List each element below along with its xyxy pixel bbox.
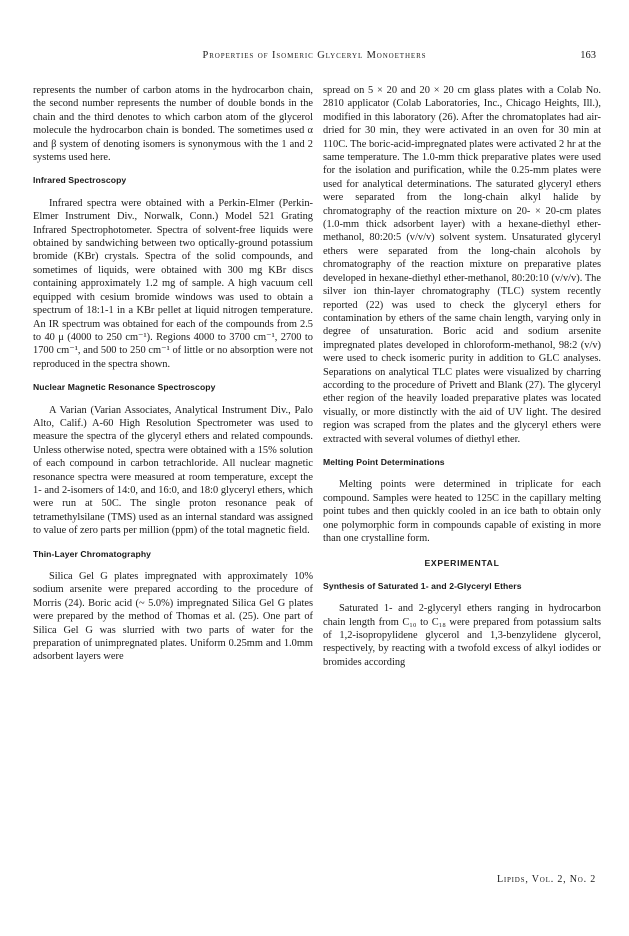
synthesis-paragraph: Saturated 1- and 2-glyceryl ethers ranging in hydrocarbon chain length from C₁₀ to C₁₈ were prepared from potassium salts of 1,2-isopropylidene glycerol and 1,3-benzylidene glycerol, respectively, by reacting with a twofold excess of alkyl iodides or bromides according (323, 603, 601, 668)
intro-paragraph: represents the number of carbon atoms in the hydrocarbon chain, the second number represents the number of double bonds in the chain and the third denotes to which carbon atom of the glycerol molecule the hydrocarbon chain is bonded. The sometimes used α and β system of denoting isomers is synonymous with the 1 and 2 systems used here. (33, 85, 313, 164)
left-column (33, 84, 313, 664)
infrared-paragraph: Infrared spectra were obtained with a Perkin-Elmer (Perkin-Elmer Instrument Div., Norwalk, Conn.) Model 521 Grating Infrared Spectrophotometer. Spectra of solvent-free liquids were obtained by sandwiching between two optically-ground potassium bromide (KBr) crystals. Spectra of the solid compounds, and sometimes of liquids, were obtained with 300 mg KBr discs containing approximately 1.2 mg of sample. A high vacuum cell equipped with cesium bromide windows was used to obtain a spectrum of 18:1-1 in a KBr pellet at liquid nitrogen temperature. An IR spectrum was obtained for each of the compounds from 2.5 to 40 μ (4000 to 250 cm⁻¹). Regions 4000 to 3700 cm⁻¹, 2700 to 1700 cm⁻¹, and 500 to 250 cm⁻¹ of little or no absorption were not reproduced in the spectra shown. (33, 197, 313, 370)
right-column (323, 84, 601, 669)
section-heading-experimental: EXPERIMENTAL (424, 558, 500, 569)
melting-point-paragraph: Melting points were determined in triplicate for each compound. Samples were heated to 125C in the capillary melting point tubes and then quickly cooled in an ice bath to obtain only one polymorphic form in compounds capable of existing in more than one crystalline form. (323, 479, 601, 544)
nmr-paragraph: A Varian (Varian Associates, Analytical Instrument Div., Palo Alto, Calif.) A-60 High Resolution Spectrometer was used to measure the spectra of the glyceryl ethers and related compounds. Unless otherwise noted, spectra were obtained with a 15% solution of each compound in carbon tetrachloride. All nuclear magnetic resonance spectra were measured at room temperature, except the 1- and 2-isomers of 14:0, and 16:0, and 18:0 glyceryl ethers, which were run at 50C. The single proton resonance peak of tetramethylsilane (TMS) used as an internal standard was assigned to value of zero parts per million (ppm) of the total magnetic field. (33, 404, 313, 537)
running-title: Properties of Isomeric Glyceryl Monoethers (202, 50, 427, 61)
section-heading-nmr: Nuclear Magnetic Resonance Spectroscopy (33, 382, 216, 393)
section-heading-tlc: Thin-Layer Chromatography (33, 548, 152, 559)
page-number: 163 (580, 50, 596, 61)
page-header (0, 50, 629, 64)
journal-footer: Lipids, Vol. 2, No. 2 (496, 874, 596, 885)
section-heading-melting-point: Melting Point Determinations (323, 456, 445, 467)
tlc-continued-paragraph: spread on 5 × 20 and 20 × 20 cm glass plates with a Colab No. 2810 applicator (Colab Laboratories, Inc., Chicago Heights, Ill.), modified in this laboratory (26). After the chromatoplates had air-dried for 30 min, they were activated in an oven for 30 min at 110C. The boric-acid-impregnated plates were activated 2 hr at the same temperature. The 1.0-mm thick preparative plates were used for the isolation and purification, while the 0.25-mm plates were used for analytical determinations. The saturated glyceryl ethers were separated from the long-chain alkyl halide by chromatography of the reaction mixture on 20- × 20-cm plates (1.0-mm thick adsorbent layer) with a hexane-diethyl ether-methanol, 80:20:5 (v/v/v) solvent system. Unsaturated glyceryl ethers were separated from the long-chain alcohols by chromatography of the reaction mixture on preparative plates developed in hexane-diethyl ether-methanol, 80:20:10 (v/v/v). The silver ion thin-layer chromatography (TLC) system recently reported (22) was used to check the glyceryl ethers for contamination by ethers of the same chain length, varying only in degree of unsaturation. Boric acid and sodium arsenite impregnated plates developed in chloroform-methanol, 98:2 (v/v) were used to check isomeric purity in addition to GLC analyses. Separations on analytical TLC plates were visualized by charring according to the procedure of Privett and Blank (27). The glyceryl ether region of the heavily loaded preparative plates was located visually, or more distinctly with the aid of UV light. The desired region was scraped from the plates and the glyceryl ethers were extracted with several volumes of diethyl ether. (323, 85, 601, 445)
tlc-paragraph: Silica Gel G plates impregnated with approximately 10% sodium arsenite were prepared according to the procedure of Morris (24). Boric acid (~ 5.0%) impregnated Silica Gel G plates were prepared by the method of Thomas et al. (25). One part of Silica Gel G was slurried with two parts of water for the preparation of unimpregnated plates. Uniform 0.25mm and 1.0mm adsorbent layers were (33, 571, 313, 663)
section-heading-infrared: Infrared Spectroscopy (33, 175, 127, 186)
section-heading-synthesis: Synthesis of Saturated 1- and 2-Glyceryl Ethers (323, 580, 522, 591)
